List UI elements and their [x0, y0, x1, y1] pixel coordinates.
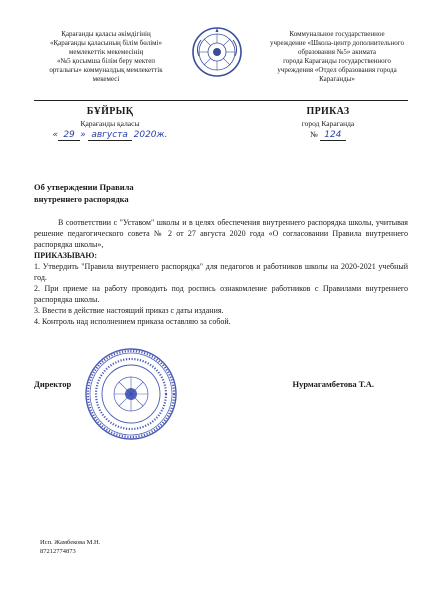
date-month: августа [88, 130, 132, 141]
order-item: 4. Контроль над исполнением приказа оставляю за собой. [34, 317, 231, 326]
order-number-value: 124 [320, 130, 346, 141]
order-item: 1. Утвердить "Правила внутреннего распорядка" для педагогов и работников школы на 2020-2021 учебный год. [34, 262, 408, 282]
executor-info [40, 538, 100, 556]
subject-line: внутреннего распорядка [34, 194, 129, 204]
order-date [50, 130, 170, 141]
header-left-line: орталығы» коммуналдық мемлекеттік [49, 66, 163, 74]
round-seal-stamp-icon [84, 347, 178, 441]
executor-name: Исп. Жамбекова М.Н. [40, 539, 101, 546]
order-title-russian: ПРИКАЗ [306, 106, 350, 117]
date-quote-close: » [80, 130, 86, 140]
order-item: 2. При приеме на работу проводить под роспись ознакомление работников с Правилами внутреннего распорядка школы. [34, 284, 408, 304]
order-item: 3. Ввести в действие настоящий приказ с даты издания. [34, 306, 224, 315]
order-title-kazakh: БҰЙРЫҚ [86, 106, 134, 117]
order-number-prefix: № [310, 130, 318, 139]
header-right-line: Коммунальное государственное [289, 30, 385, 38]
date-quote-open: « [52, 130, 59, 140]
order-block-kazakh [50, 106, 170, 141]
order-city-kazakh: Қарағанды қаласы [80, 119, 140, 128]
signatory-role: Директор [34, 379, 72, 389]
orders-label: ПРИКАЗЫВАЮ: [34, 251, 98, 260]
header-right-line: учреждение «Школа-центр дополнительного [270, 39, 404, 47]
header-right-line: учреждения «Отдел образования города [277, 66, 397, 74]
order-block-russian [268, 106, 388, 141]
header-left-line: мекемесі [92, 75, 120, 83]
header-right-line: города Караганды государственного [283, 57, 391, 65]
header-right-line: образования №5» акимата [298, 48, 376, 56]
state-emblem-icon [191, 26, 243, 78]
order-body [34, 217, 408, 327]
header-left-line: мемлекеттік мекемесінің [68, 48, 144, 56]
header-left-kazakh [36, 30, 176, 84]
date-day: 29 [58, 130, 80, 141]
executor-phone: 87212774873 [40, 548, 76, 555]
signatory-name: Нурмагамбетова Т.А. [292, 379, 374, 389]
header-left-line: Қарағанды қаласы әкімдігінің [61, 30, 151, 38]
order-city-russian: город Караганда [301, 119, 355, 128]
header-right-line: Караганды» [319, 75, 355, 83]
preamble-paragraph: В соответствии с "Уставом" школы и в целях обеспечения внутреннего распорядка школы, учитывая решение педагогического совета № 2 от 27 августа 2020 года «О согласовании Правила внутреннего распорядка школы», [34, 218, 408, 249]
subject-line: Об утверждении Правила [34, 182, 134, 192]
order-subject [34, 181, 134, 205]
header-left-line: «Қарағанды қаласының білім бөлімі» [49, 39, 163, 47]
header-right-russian [262, 30, 412, 84]
date-year: 2020ж. [133, 130, 168, 140]
order-number [268, 130, 388, 141]
header-left-line: «№5 қосымша білім беру мектеп [56, 57, 156, 65]
header-divider [34, 100, 408, 101]
